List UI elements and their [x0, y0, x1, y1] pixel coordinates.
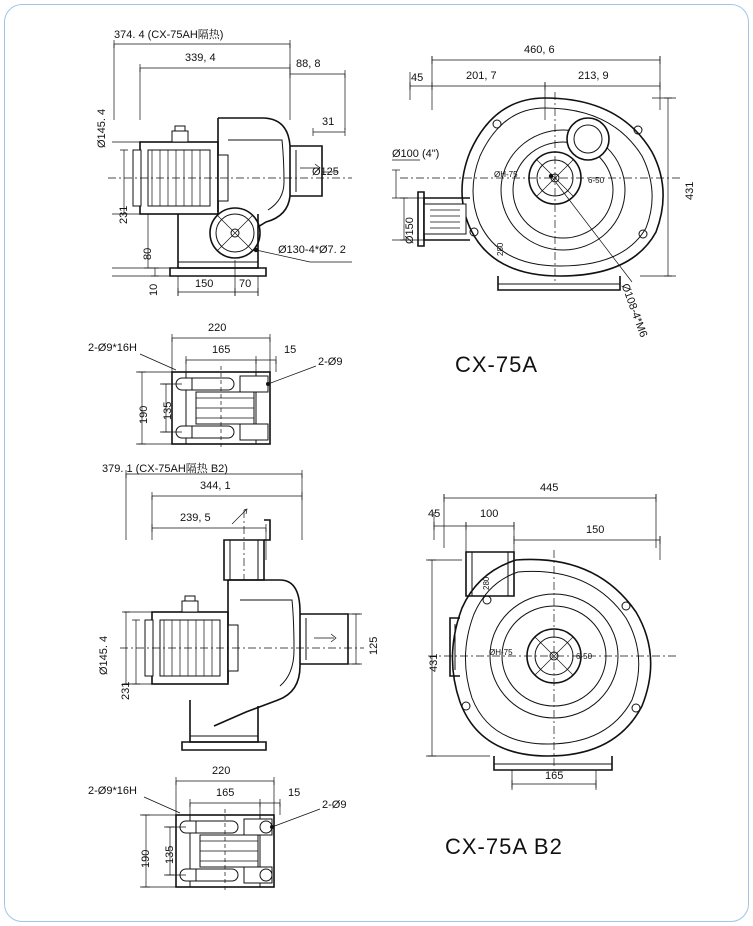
- dim-374-4: 374. 4 (CX-75AH隔热): [114, 29, 224, 41]
- dim-d145-4: Ø145. 4: [96, 108, 108, 148]
- dim-d100: Ø100 (4"): [392, 148, 440, 160]
- dim-135: 135: [162, 401, 174, 420]
- dim-150: 150: [195, 278, 214, 290]
- dim-231: 231: [118, 205, 130, 224]
- dim-445: 445: [540, 482, 559, 494]
- dim-165: 165: [212, 344, 231, 356]
- dim-431-b2: 431: [428, 653, 440, 672]
- dim-460-6: 460, 6: [524, 44, 555, 56]
- dim-2xd9-b2: 2-Ø9: [322, 799, 347, 811]
- dim-15: 15: [284, 344, 297, 356]
- label-6-50-top: 6-50: [588, 176, 605, 185]
- dim-220-b2: 220: [212, 765, 231, 777]
- label-oh75-b2: ØH-75: [489, 648, 513, 657]
- title-cx75a-b2: CX-75A B2: [445, 834, 563, 859]
- bottom-left-side-view-geometry: [120, 470, 364, 750]
- label-6-50-b2: 6-50: [576, 652, 593, 661]
- dim-2xd9: 2-Ø9: [318, 356, 343, 368]
- label-280-b2: 280: [482, 576, 491, 590]
- dim-d145-4-b2: Ø145. 4: [98, 635, 110, 675]
- dim-100-b2: 100: [480, 508, 499, 520]
- top-right-front-view-geometry: [392, 56, 680, 290]
- dim-239-5: 239, 5: [180, 512, 211, 524]
- dim-201-7: 201, 7: [466, 70, 497, 82]
- dim-344-1: 344, 1: [200, 480, 231, 492]
- dim-125-b2: 125: [368, 636, 380, 655]
- dim-2xd9x16h: 2-Ø9*16H: [88, 342, 137, 354]
- dim-45-b2: 45: [428, 508, 441, 520]
- dim-165-b2: 165: [545, 770, 564, 782]
- dim-431-top: 431: [684, 181, 696, 200]
- dim-10: 10: [148, 283, 160, 296]
- dim-d130-4: Ø130-4*Ø7. 2: [278, 244, 346, 256]
- label-280-top: 280: [496, 242, 505, 256]
- dim-135-b2: 135: [164, 845, 176, 864]
- label-oh75-top: ØH-75: [494, 170, 518, 179]
- dim-88-8: 88, 8: [296, 58, 321, 70]
- dim-2xd9x16h-b2: 2-Ø9*16H: [88, 785, 137, 797]
- dim-190-b2: 190: [140, 849, 152, 868]
- dim-150-b2: 150: [586, 524, 605, 536]
- dim-31: 31: [322, 116, 335, 128]
- dim-231-b2: 231: [120, 681, 132, 700]
- dim-15-b2: 15: [288, 787, 301, 799]
- bottom-right-front-view-geometry: [426, 494, 676, 790]
- dim-70: 70: [239, 278, 252, 290]
- title-cx75a: CX-75A: [455, 352, 539, 377]
- dim-45: 45: [411, 72, 424, 84]
- dim-379-1: 379. 1 (CX-75AH隔热 B2): [102, 463, 228, 475]
- dim-220: 220: [208, 322, 227, 334]
- dim-213-9: 213, 9: [578, 70, 609, 82]
- dim-165-base-b2: 165: [216, 787, 235, 799]
- dim-190: 190: [138, 405, 150, 424]
- dim-339-4: 339, 4: [185, 52, 216, 64]
- dim-d125: Ø125: [312, 166, 339, 178]
- dim-d150: Ø150: [404, 217, 416, 244]
- dim-80: 80: [142, 247, 154, 260]
- dim-d108-4-m6: Ø108-4*M6: [618, 282, 650, 339]
